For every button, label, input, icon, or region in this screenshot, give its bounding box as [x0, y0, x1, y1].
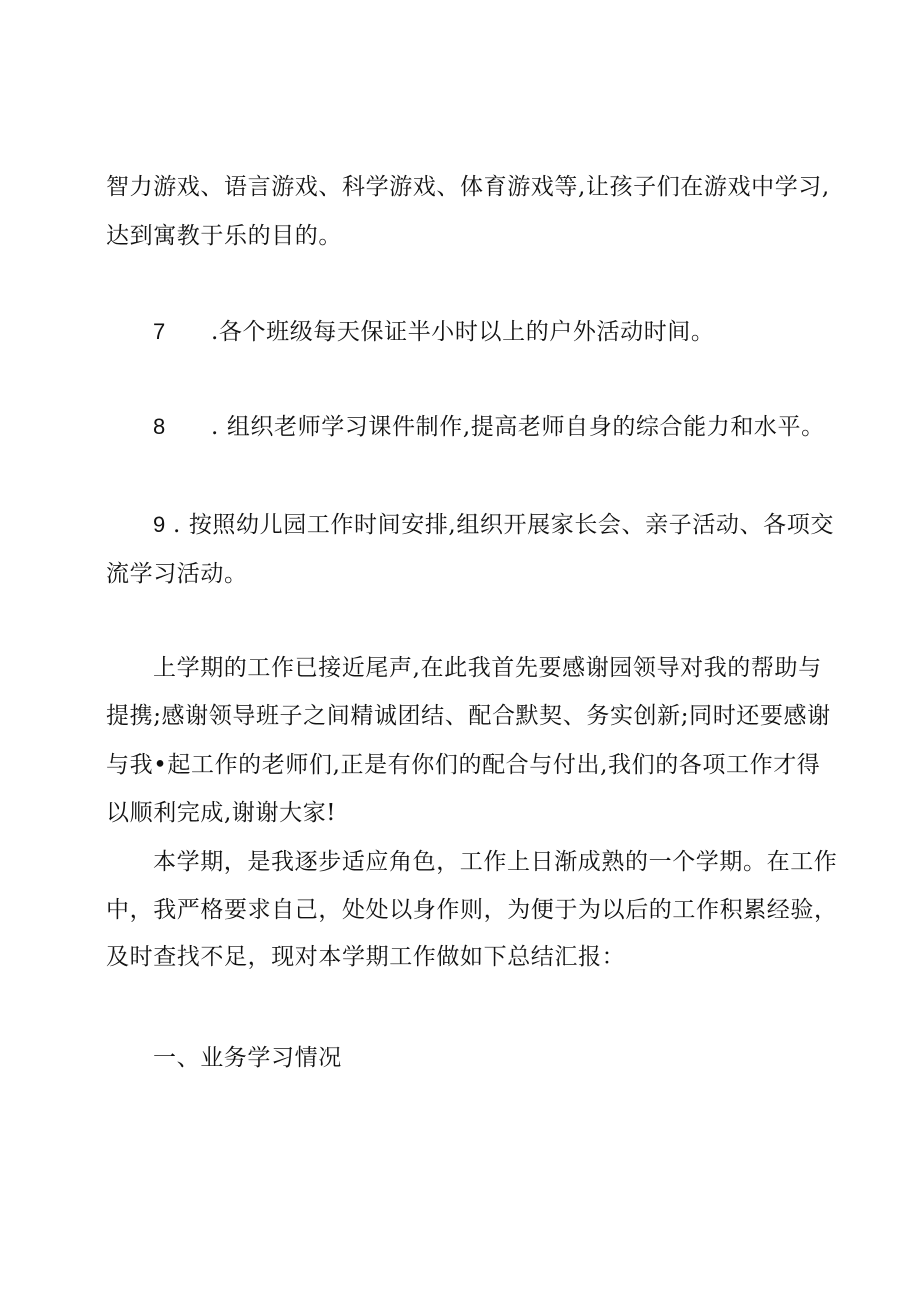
paragraph-1-line-2: 达到寓教于乐的目的。 [106, 223, 342, 249]
paragraph-2-line-3: 与我•起工作的老师们,正是有你们的配合与付出,我们的各项工作才得 [106, 752, 821, 778]
list-item-9-line-1: . 按照幼儿园工作时间安排,组织开展家长会、亲子活动、各项交 [173, 512, 834, 538]
paragraph-3-line-3: 及时查找不足，现对本学期工作做如下总结汇报： [106, 944, 626, 970]
paragraph-2-line-1: 上学期的工作已接近尾声,在此我首先要感谢园领导对我的帮助与 [153, 655, 822, 681]
paragraph-1-line-1: 智力游戏、语言游戏、科学游戏、体育游戏等,让孩子们在游戏中学习, [106, 174, 830, 200]
list-item-9-number: 9 [153, 512, 166, 537]
list-item-8-text: . 组织老师学习课件制作,提高老师自身的综合能力和水平。 [211, 414, 825, 440]
list-item-7-number: 7 [153, 319, 166, 344]
list-item-7-text: .各个班级每天保证半小时以上的户外活动时间。 [211, 319, 715, 345]
paragraph-3-line-2: 中，我严格要求自己，处处以身作则，为便于为以后的工作积累经验， [106, 897, 838, 923]
list-item-9-line-2: 流学习活动。 [106, 561, 248, 587]
paragraph-2-line-2: 提携;感谢领导班子之间精诚团结、配合默契、务实创新;同时还要感谢 [106, 703, 831, 729]
section-heading: 一、业务学习情况 [153, 1045, 342, 1071]
list-item-8-number: 8 [153, 414, 166, 439]
paragraph-2-line-4: 以顺利完成,谢谢大家! [106, 800, 337, 826]
paragraph-3-line-1: 本学期，是我逐步适应角色，工作上日渐成熟的一个学期。在工作 [153, 849, 838, 875]
